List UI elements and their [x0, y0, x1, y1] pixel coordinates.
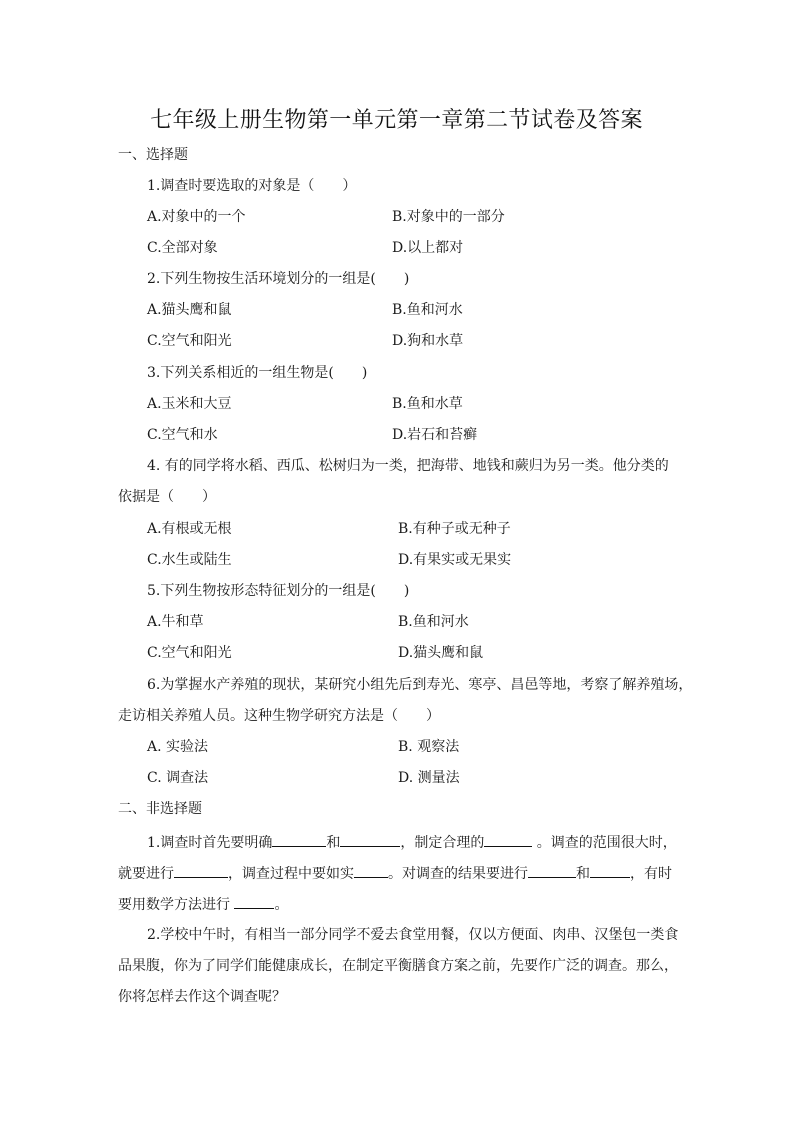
text-segment: ，制定合理的 — [400, 835, 485, 851]
section-heading-choice: 一、选择题 — [118, 147, 188, 163]
answer-blank[interactable] — [340, 832, 400, 847]
question-5-option-d: D.猫头鹰和鼠 — [398, 645, 484, 661]
answer-blank[interactable] — [174, 863, 228, 878]
essay-question-2: 2.学校中午时，有相当一部分同学不爱去食堂用餐，仅以方便面、肉串、汉堡包一类食品果腹，你为了同学们能健康成长，在制定平衡膳食方案之前，先要作广泛的调查。那么，你将怎样去作这个调查呢？ — [118, 927, 679, 1005]
question-1-option-a: A.对象中的一个 — [147, 209, 246, 225]
question-2-option-b: B.鱼和河水 — [392, 302, 463, 318]
text-segment: 1.调查时首先要明确 — [147, 835, 273, 851]
question-1-stem: 1.调查时要选取的对象是（ ） — [147, 178, 357, 194]
question-4-stem-line2: 依据是（ ） — [118, 489, 216, 505]
answer-blank[interactable] — [484, 832, 532, 847]
text-segment: 。 — [274, 897, 289, 913]
question-4-stem-line1: 4. 有的同学将水稻、西瓜、松树归为一类，把海带、地钱和蕨归为另一类。他分类的 — [147, 458, 669, 474]
question-3-option-b: B.鱼和水草 — [392, 396, 463, 412]
question-6-option-b: B. 观察法 — [398, 739, 460, 755]
text-segment: ，有时 — [630, 866, 672, 882]
question-1-option-b: B.对象中的一部分 — [392, 209, 505, 225]
answer-blank[interactable] — [234, 894, 274, 909]
text-segment: ，调查过程中要如实 — [228, 866, 354, 882]
text-segment: 要用数学方法进行 — [118, 897, 235, 913]
answer-blank[interactable] — [590, 863, 630, 878]
question-3-stem: 3.下列关系相近的一组生物是( ) — [147, 365, 368, 381]
fill-question-1-line3 — [118, 894, 288, 914]
text-segment: 和 — [326, 835, 341, 851]
question-2-option-a: A.猫头鹰和鼠 — [147, 302, 232, 318]
question-3-option-c: C.空气和水 — [147, 427, 218, 443]
answer-blank[interactable] — [528, 863, 576, 878]
question-2-stem: 2.下列生物按生活环境划分的一组是( ) — [147, 271, 410, 287]
question-4-option-c: C.水生或陆生 — [147, 552, 232, 568]
question-6-option-a: A. 实验法 — [147, 739, 209, 755]
question-2-option-c: C.空气和阳光 — [147, 333, 232, 349]
section-heading-non-choice: 二、非选择题 — [118, 801, 202, 817]
fill-question-1-line1 — [147, 832, 677, 852]
text-segment: 和 — [576, 866, 590, 882]
question-6-option-d: D. 测量法 — [398, 770, 460, 786]
question-1-option-d: D.以上都对 — [392, 240, 464, 256]
question-6-stem-line1: 6.为掌握水产养殖的现状，某研究小组先后到寿光、寒亭、昌邑等地，考察了解养殖场， — [147, 677, 693, 693]
fill-question-1-line2 — [118, 863, 672, 883]
question-3-option-a: A.玉米和大豆 — [147, 396, 232, 412]
answer-blank[interactable] — [272, 832, 326, 847]
question-3-option-d: D.岩石和苔癣 — [392, 427, 478, 443]
question-6-stem-line2: 走访相关养殖人员。这种生物学研究方法是（ ） — [118, 708, 440, 724]
question-4-option-a: A.有根或无根 — [147, 521, 232, 537]
answer-blank[interactable] — [354, 863, 388, 878]
question-5-option-b: B.鱼和河水 — [398, 614, 469, 630]
document-title: 七年级上册生物第一单元第一章第二节试卷及答案 — [150, 108, 643, 133]
question-4-option-b: B.有种子或无种子 — [398, 521, 511, 537]
question-5-stem: 5.下列生物按形态特征划分的一组是( ) — [147, 583, 410, 599]
text-segment: 就要进行 — [118, 866, 174, 882]
question-5-option-c: C.空气和阳光 — [147, 645, 232, 661]
question-4-option-d: D.有果实或无果实 — [398, 552, 512, 568]
question-1-option-c: C.全部对象 — [147, 240, 218, 256]
question-6-option-c: C. 调查法 — [147, 770, 209, 786]
text-segment: 。调查的范围很大时， — [532, 835, 677, 851]
question-2-option-d: D.狗和水草 — [392, 333, 464, 349]
text-segment: 。对调查的结果要进行 — [388, 866, 528, 882]
question-5-option-a: A.牛和草 — [147, 614, 204, 630]
